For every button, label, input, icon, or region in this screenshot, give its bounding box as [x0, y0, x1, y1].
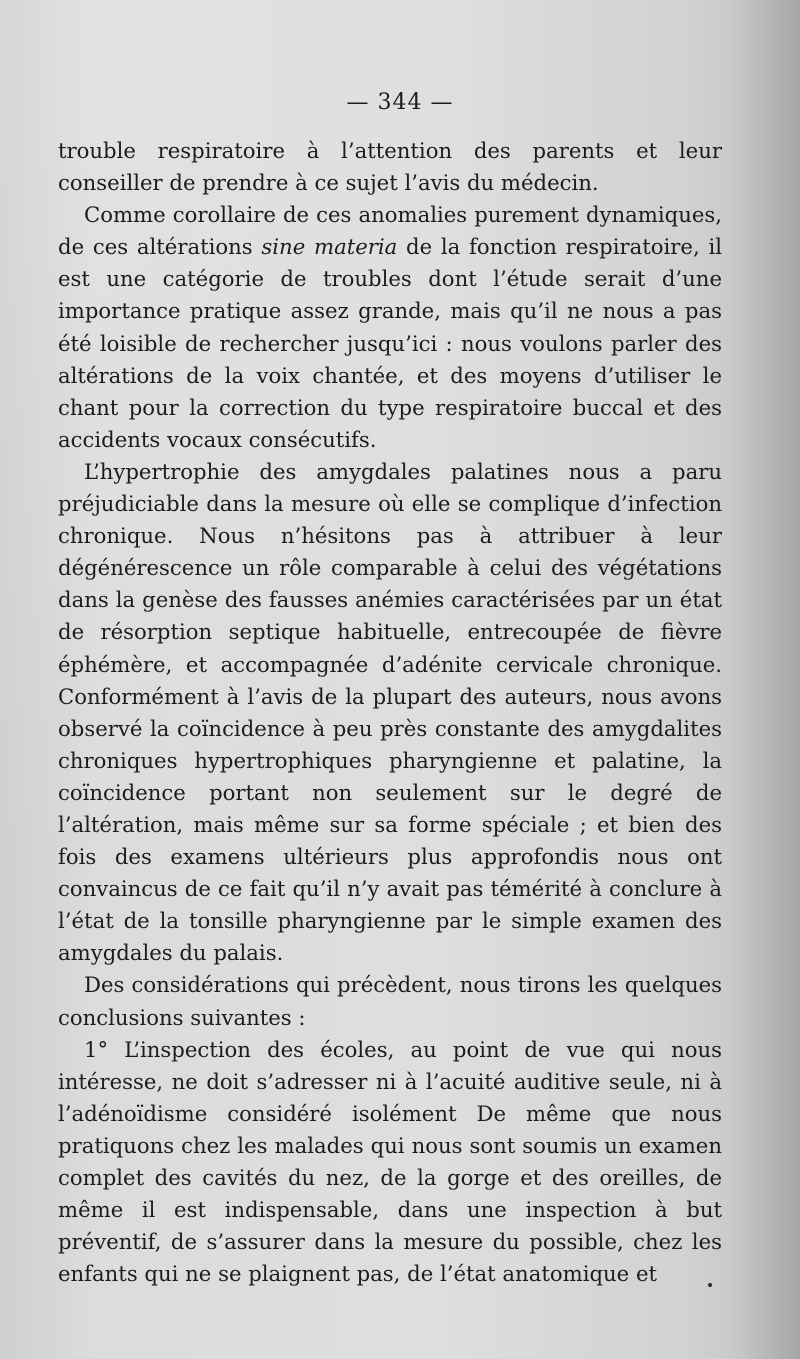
paragraph-2-text-b: de la fonction respiratoire, il est une catégorie de troubles dont l’étude serait d’une importance pratique assez grande, mais qu’il ne nous a pas été loisible de rechercher jusqu’ici : nous voulons parler des altérations de la voix chantée, et des moyens d’utiliser le chant pour la correction du type respiratoire buccal et des accidents vocaux consécutifs.	[58, 234, 722, 452]
body-text	[58, 135, 722, 1290]
paragraph-2-italic-phrase: sine materia	[261, 234, 398, 260]
paragraph-5-text: 1° L’inspection des écoles, au point de vue qui nous intéresse, ne doit s’adresser ni à l’acuité auditive seule, ni à l’adénoïdisme considéré isolément De même que nous pratiquons chez les malades qui nous sont soumis un examen complet des cavités du nez, de la gorge et des oreilles, de même il est indispensable, dans une inspection à but préventif, de s’assurer dans la mesure du possible, chez les enfants qui ne se plaignent pas, de l’état anatomique et	[58, 1036, 722, 1287]
paragraph-5	[58, 1034, 722, 1291]
paragraph-3-text: L’hypertrophie des amygdales palatines nous a paru préjudiciable dans la mesure où elle se complique d’infection chronique. Nous n’hésitons pas à attribuer à leur dégénérescence un rôle comparable à celui des végétations dans la genèse des fausses anémies caractérisées par un état de résorption septique habituelle, entrecoupée de fièvre éphémère, et accompagnée d’adénite cervicale chronique. Conformément à l’avis de la plupart des auteurs, nous avons observé la coïncidence à peu près constante des amygdalites chroniques hypertrophiques pharyngienne et palatine, la coïncidence portant non seulement sur le degré de l’altération, mais même sur sa forme spéciale ; et bien des fois des examens ultérieurs plus approfondis nous ont convaincus de ce fait qu’il n’y avait pas témérité à conclure à l’état de la tonsille pharyngienne par le simple examen des amygdales du palais.	[58, 458, 722, 966]
ink-speck	[708, 1283, 712, 1287]
page-edge-shadow	[730, 0, 800, 1359]
paragraph-2-text-a: Comme corollaire de ces anomalies purement dynamiques, de ces altérations	[58, 202, 722, 260]
paragraph-4-text: Des considérations qui précèdent, nous tirons les quelques conclusions suivantes :	[58, 972, 722, 1030]
paragraph-4	[58, 969, 722, 1033]
paragraph-2	[58, 199, 722, 456]
page-number: — 344 —	[346, 90, 454, 115]
paragraph-1	[58, 135, 722, 199]
paragraph-1-text: trouble respiratoire à l’attention des parents et leur conseiller de prendre à ce sujet l’avis du médecin.	[58, 138, 722, 196]
paragraph-3	[58, 456, 722, 970]
